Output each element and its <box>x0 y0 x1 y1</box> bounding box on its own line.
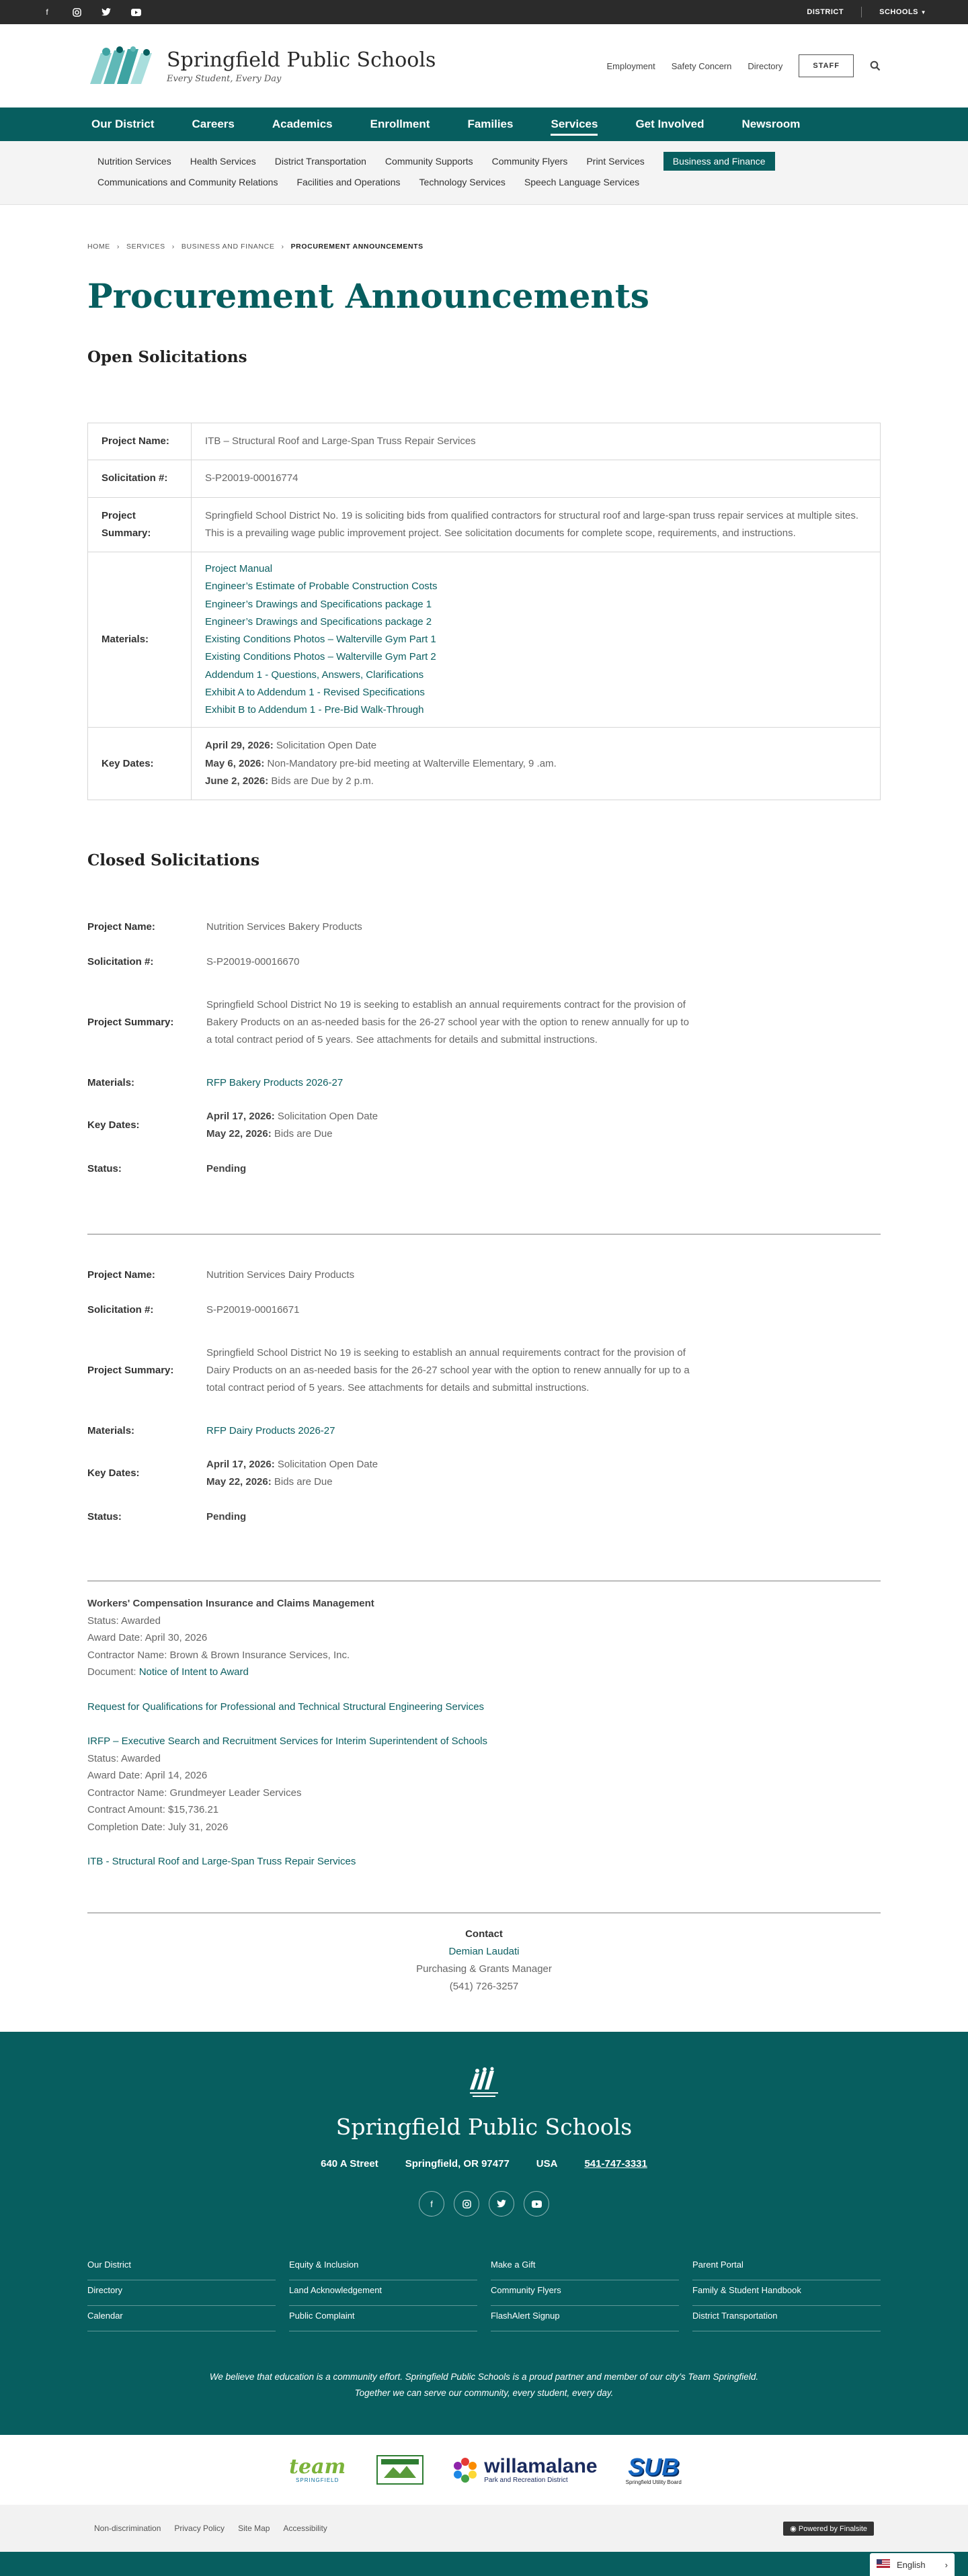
date: June 2, 2026: <box>205 775 269 787</box>
city: Springfield, OR 97477 <box>405 2158 510 2170</box>
us-flag-icon <box>877 2559 890 2570</box>
label: Project Name: <box>88 423 192 460</box>
date-desc: Solicitation Open Date <box>274 1110 378 1122</box>
footer-link[interactable]: Our District <box>87 2255 276 2280</box>
logo-text: SPRINGFIELD <box>296 2477 339 2483</box>
instagram-icon[interactable] <box>454 2191 479 2217</box>
breadcrumb-current: PROCUREMENT ANNOUNCEMENTS <box>290 243 424 251</box>
date-desc: Bids are Due by 2 p.m. <box>268 775 374 787</box>
brand[interactable] <box>87 46 436 85</box>
partner-logos <box>0 2435 968 2505</box>
label: Solicitation #: <box>87 1303 154 1316</box>
nav-get-involved[interactable]: Get Involved <box>635 118 704 130</box>
footer-address <box>0 2158 968 2170</box>
subnav-district-transportation[interactable]: District Transportation <box>274 155 366 167</box>
logo-text: team <box>289 2454 346 2479</box>
material-link[interactable]: Engineer’s Drawings and Specifications package 1 <box>205 598 432 610</box>
subnav-communications[interactable]: Communications and Community Relations <box>97 176 278 187</box>
main-navigation <box>0 108 968 141</box>
label: Status: <box>87 1162 122 1174</box>
solicitation-number: S-P20019-00016671 <box>206 1303 300 1316</box>
label: Project Name: <box>87 920 155 933</box>
header-links <box>607 54 881 77</box>
team-springfield-logo[interactable] <box>286 2454 348 2483</box>
row <box>87 945 881 980</box>
subnav-technology[interactable]: Technology Services <box>419 176 506 187</box>
instagram-icon[interactable] <box>71 7 82 17</box>
closed-solicitation <box>87 1258 881 1536</box>
document-label: Document: <box>87 1666 139 1678</box>
date: April 29, 2026: <box>205 740 274 752</box>
material-link[interactable]: RFP Dairy Products 2026-27 <box>206 1424 335 1436</box>
row <box>87 1258 881 1293</box>
notice-link[interactable]: Notice of Intent to Award <box>138 1666 249 1678</box>
label: Solicitation #: <box>87 955 154 968</box>
district-link[interactable]: DISTRICT <box>807 8 844 16</box>
social-links <box>42 7 141 17</box>
language-label: English <box>897 2559 926 2570</box>
label: Key Dates: <box>88 728 192 800</box>
site-footer <box>0 2032 968 2435</box>
material-link[interactable]: Exhibit B to Addendum 1 - Pre-Bid Walk-Through <box>205 704 424 716</box>
award-document <box>87 1664 968 1681</box>
material-link[interactable]: Engineer’s Estimate of Probable Construction Costs <box>205 581 438 593</box>
materials-list <box>192 552 881 728</box>
row <box>87 1328 881 1414</box>
footer-link[interactable]: Family & Student Handbook <box>692 2280 881 2306</box>
date: April 17, 2026: <box>206 1110 275 1122</box>
label: Materials: <box>87 1076 135 1088</box>
nav-newsroom[interactable]: Newsroom <box>741 118 801 130</box>
page-title: Procurement Announcements <box>87 276 649 316</box>
chevron-right-icon: › <box>171 243 175 251</box>
label: Project Summary: <box>87 1364 174 1376</box>
date: May 6, 2026: <box>205 757 265 769</box>
award-status: Status: Awarded <box>87 1615 161 1627</box>
footer-link[interactable]: Parent Portal <box>692 2255 881 2280</box>
itb-link[interactable]: ITB - Structural Roof and Large-Span Truss Repair Services <box>87 1856 356 1867</box>
accessibility-link[interactable]: Accessibility <box>283 2524 327 2533</box>
closed-solicitation <box>87 910 881 1188</box>
nav-academics[interactable]: Academics <box>272 118 333 130</box>
breadcrumb-home[interactable]: HOME <box>87 243 110 251</box>
subnav-community-flyers[interactable]: Community Flyers <box>491 155 568 167</box>
material-link[interactable]: Exhibit A to Addendum 1 - Revised Specifications <box>205 686 425 698</box>
footer-statement <box>0 2369 968 2402</box>
breadcrumb-services[interactable]: SERVICES <box>126 243 165 251</box>
date-desc: Bids are Due <box>271 1476 333 1488</box>
youtube-icon[interactable] <box>130 7 141 17</box>
label: Project Name: <box>87 1269 155 1281</box>
footer-link[interactable]: District Transportation <box>692 2306 881 2331</box>
legal-bar <box>0 2505 968 2552</box>
key-dates <box>206 1108 690 1144</box>
row <box>87 1498 881 1536</box>
material-link[interactable]: Project Manual <box>205 563 273 574</box>
solicitation-number: S-P20019-00016670 <box>206 955 300 968</box>
date: May 22, 2026: <box>206 1128 272 1140</box>
project-summary: Springfield School District No. 19 is soliciting bids from qualified contractors for structural roof and large-span truss repair services at multiple sites. This is a prevailing wage public improvement project. See solicitation documents for complete scope, requirements, and instructions. <box>192 497 881 552</box>
contact-title: Purchasing & Grants Manager <box>416 1963 552 1975</box>
row <box>87 1101 881 1150</box>
chevron-down-icon: ▼ <box>920 9 926 15</box>
award-date: Award Date: April 30, 2026 <box>87 1632 208 1643</box>
site-tagline: Every Student, Every Day <box>167 73 282 84</box>
language-selector[interactable] <box>870 2553 955 2576</box>
key-date <box>205 755 866 773</box>
site-name: Springfield Public Schools <box>167 48 436 72</box>
chevron-right-icon: › <box>281 243 284 251</box>
material-link[interactable]: Engineer’s Drawings and Specifications package 2 <box>205 615 432 628</box>
divider <box>87 1580 881 1582</box>
safety-concern-link[interactable]: Safety Concern <box>671 60 732 71</box>
award-contractor: Contractor Name: Brown & Brown Insurance Services, Inc. <box>87 1649 350 1661</box>
subnav-health-services[interactable]: Health Services <box>190 155 256 167</box>
phone-link[interactable]: 541-747-3331 <box>584 2158 647 2170</box>
open-solicitations-heading: Open Solicitations <box>87 348 247 366</box>
status-value: Pending <box>206 1162 247 1174</box>
label: Key Dates: <box>87 1467 140 1479</box>
willamalane-logo[interactable] <box>452 2456 597 2484</box>
date-desc: Solicitation Open Date <box>274 1458 378 1470</box>
contact-phone: (541) 726-3257 <box>449 1981 519 1993</box>
privacy-policy-link[interactable]: Privacy Policy <box>174 2524 225 2533</box>
bottom-bar <box>0 2552 968 2576</box>
footer-link[interactable]: Make a Gift <box>491 2255 679 2280</box>
row <box>87 910 881 945</box>
contact-heading: Contact <box>465 1928 503 1940</box>
table-row <box>88 423 881 460</box>
footer-link[interactable]: Land Acknowledgement <box>289 2280 477 2306</box>
sub-logo[interactable] <box>625 2452 682 2485</box>
divider <box>87 1234 881 1235</box>
key-date <box>205 737 866 755</box>
logo-text: SUB <box>628 2452 680 2481</box>
subnav-row <box>97 171 871 192</box>
status-value: Pending <box>206 1510 247 1522</box>
label: Project Summary: <box>87 1016 174 1028</box>
key-date <box>205 773 866 790</box>
key-dates <box>192 728 881 800</box>
date: May 22, 2026: <box>206 1476 272 1488</box>
row <box>87 1066 881 1101</box>
award-amount: Contract Amount: $15,736.21 <box>87 1804 219 1815</box>
street: 640 A Street <box>321 2158 378 2170</box>
logo-icon <box>87 46 157 85</box>
footer-links <box>87 2255 881 2331</box>
search-icon[interactable] <box>870 60 881 71</box>
subnav-print-services[interactable]: Print Services <box>586 155 645 167</box>
closed-solicitations-heading: Closed Solicitations <box>87 851 260 869</box>
irfp-link[interactable]: IRFP – Executive Search and Recruitment Services for Interim Superintendent of Schools <box>87 1735 488 1747</box>
footer-logo-icon <box>0 2067 968 2100</box>
project-name: Nutrition Services Dairy Products <box>206 1269 355 1281</box>
material-link[interactable]: RFP Bakery Products 2026-27 <box>206 1076 344 1088</box>
non-discrimination-link[interactable]: Non-discrimination <box>94 2524 161 2533</box>
row <box>87 980 881 1066</box>
site-header <box>0 24 968 108</box>
footer-site-name: Springfield Public Schools <box>335 2114 633 2140</box>
label: Materials: <box>88 552 192 728</box>
open-solicitation-table <box>87 423 881 800</box>
subnav-facilities[interactable]: Facilities and Operations <box>296 176 401 187</box>
nav-enrollment[interactable]: Enrollment <box>370 118 430 130</box>
employment-link[interactable]: Employment <box>606 60 655 71</box>
statement-line: We believe that education is a community effort. Springfield Public Schools is a proud partner and member of our city’s Team Springfield. <box>209 2372 759 2382</box>
material-link[interactable]: Existing Conditions Photos – Walterville Gym Part 2 <box>205 651 436 663</box>
chevron-right-icon: › <box>116 243 120 251</box>
subnav-nutrition-services[interactable]: Nutrition Services <box>97 155 171 167</box>
table-row <box>88 460 881 497</box>
youtube-icon[interactable] <box>524 2191 549 2217</box>
project-name: Nutrition Services Bakery Products <box>206 920 362 933</box>
facebook-icon[interactable]: f <box>46 7 48 17</box>
subnav-business-and-finance[interactable]: Business and Finance <box>663 152 775 171</box>
divider <box>87 1912 881 1914</box>
key-dates <box>206 1456 690 1492</box>
subnav-row <box>97 151 871 171</box>
nav-our-district[interactable]: Our District <box>91 118 155 130</box>
schools-label: SCHOOLS <box>879 8 919 16</box>
awarded-list <box>87 1595 968 1871</box>
table-row <box>88 728 881 800</box>
subnav-speech-language[interactable]: Speech Language Services <box>524 176 640 187</box>
twitter-icon[interactable] <box>101 7 112 17</box>
footer-link[interactable]: Public Complaint <box>289 2306 477 2331</box>
award-completion: Completion Date: July 31, 2026 <box>87 1821 229 1833</box>
label: Project Summary: <box>88 497 192 552</box>
utility-bar <box>0 0 968 24</box>
footer-link[interactable]: Directory <box>87 2280 276 2306</box>
award-status: Status: Awarded <box>87 1752 161 1764</box>
logo-text: Park and Recreation District <box>484 2476 568 2484</box>
project-summary: Springfield School District No 19 is seeking to establish an annual requirements contract for the provision of Bakery Products on an as-needed basis for the 26-27 school year with the option to renew annually for up to a total contract period of 5 years. See attachments for details and submittal instructions. <box>206 998 689 1046</box>
date: April 17, 2026: <box>206 1458 275 1470</box>
logo-text: Springfield Utility Board <box>625 2479 682 2485</box>
label: Solicitation #: <box>88 460 192 497</box>
top-links <box>807 7 926 17</box>
breadcrumb <box>87 243 968 251</box>
row <box>87 1293 881 1328</box>
statement-line: Together we can serve our community, every student, every day. <box>354 2388 614 2399</box>
row <box>87 1449 881 1498</box>
nav-services[interactable]: Services <box>532 108 616 141</box>
schools-dropdown[interactable] <box>879 8 926 16</box>
project-summary: Springfield School District No 19 is seeking to establish an annual requirements contract for the provision of Dairy Products on an as-needed basis for the 26-27 school year with the option to renew annually for up to a total contract period of 5 years. See attachments for details and submittal instructions. <box>206 1346 690 1394</box>
directory-link[interactable]: Directory <box>748 60 783 71</box>
footer-social <box>0 2191 968 2217</box>
site-map-link[interactable]: Site Map <box>238 2524 270 2533</box>
footer-link[interactable]: FlashAlert Signup <box>491 2306 679 2331</box>
country: USA <box>536 2158 558 2170</box>
footer-link[interactable]: Calendar <box>87 2306 276 2331</box>
twitter-icon[interactable] <box>489 2191 514 2217</box>
finalsite-icon: ◉ <box>790 2524 797 2533</box>
finalsite-badge[interactable] <box>783 2522 874 2536</box>
date-desc: Solicitation Open Date <box>273 740 377 752</box>
staff-button[interactable]: STAFF <box>799 54 854 77</box>
breadcrumb-business-finance[interactable]: BUSINESS AND FINANCE <box>181 243 275 251</box>
contact-name-link[interactable]: Demian Laudati <box>448 1945 520 1957</box>
label: Status: <box>87 1510 122 1522</box>
finalsite-label: Powered by Finalsite <box>798 2524 867 2533</box>
award-date: Award Date: April 14, 2026 <box>87 1770 208 1781</box>
material-link[interactable]: Addendum 1 - Questions, Answers, Clarifications <box>205 669 424 681</box>
nav-families[interactable]: Families <box>467 118 514 130</box>
award-title: Workers' Compensation Insurance and Claims Management <box>87 1598 374 1609</box>
rfq-link[interactable]: Request for Qualifications for Professional and Technical Structural Engineering Services <box>87 1701 485 1713</box>
footer-link[interactable]: Community Flyers <box>491 2280 679 2306</box>
date-desc: Bids are Due <box>271 1128 333 1140</box>
date-desc: Non-Mandatory pre-bid meeting at Walterville Elementary, 9 .am. <box>264 757 557 769</box>
logo-text: willamalane <box>484 2454 598 2477</box>
subnav-community-supports[interactable]: Community Supports <box>385 155 473 167</box>
award-contractor: Contractor Name: Grundmeyer Leader Services <box>87 1787 302 1799</box>
solicitation-number: S-P20019-00016774 <box>192 460 881 497</box>
project-name: ITB – Structural Roof and Large-Span Truss Repair Services <box>192 423 881 460</box>
section-subnav <box>0 141 968 205</box>
contact-block <box>0 1926 968 1996</box>
divider <box>861 7 862 17</box>
springfield-city-logo[interactable] <box>376 2455 424 2485</box>
row <box>87 1414 881 1449</box>
material-link[interactable]: Existing Conditions Photos – Walterville Gym Part 1 <box>205 634 436 645</box>
facebook-icon[interactable]: f <box>419 2191 444 2217</box>
footer-link[interactable]: Equity & Inclusion <box>289 2255 477 2280</box>
label: Materials: <box>87 1424 135 1436</box>
table-row <box>88 497 881 552</box>
chevron-right-icon: › <box>944 2559 948 2570</box>
table-row <box>88 552 881 728</box>
row <box>87 1150 881 1188</box>
nav-careers[interactable]: Careers <box>192 118 235 130</box>
label: Key Dates: <box>87 1119 140 1131</box>
